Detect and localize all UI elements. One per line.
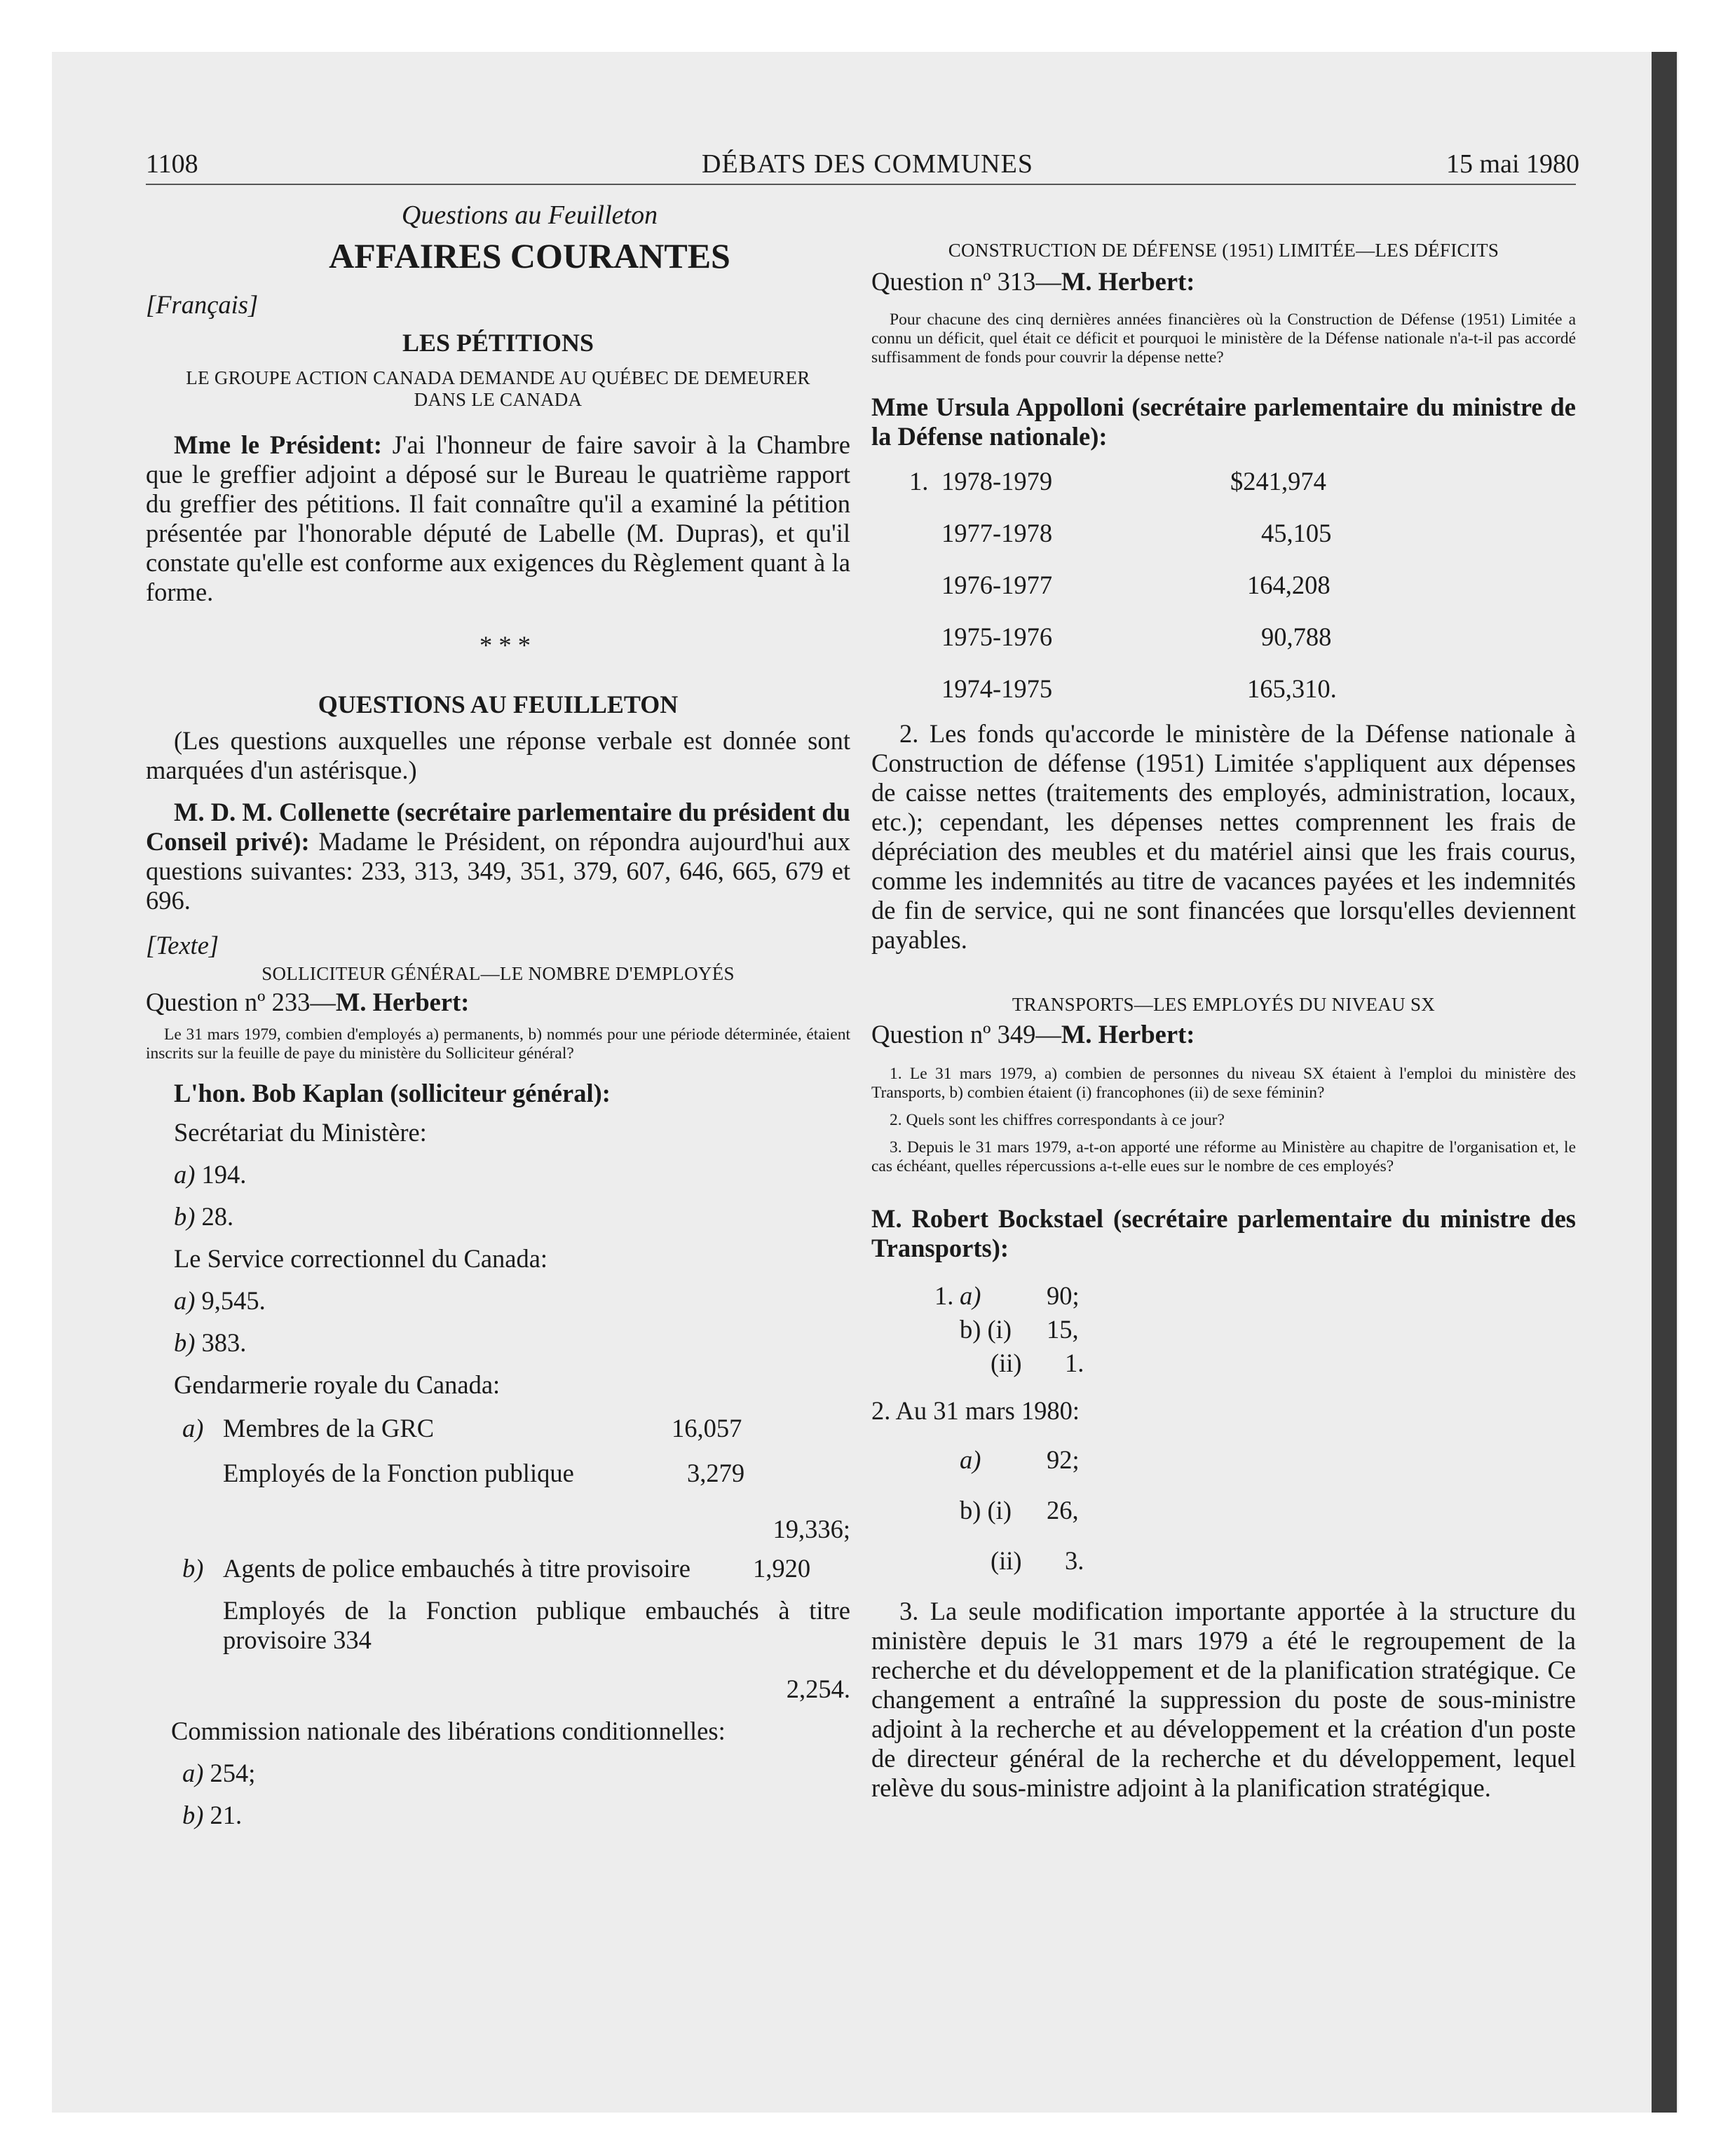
- petitions-paragraph: [146, 430, 850, 607]
- questions-note: (Les questions auxquelles une réponse verbale est donnée sont marquées d'un astérisque.): [146, 726, 850, 784]
- question-label: Question nº 349—: [871, 1020, 1061, 1049]
- deficit-amount: 164,208: [1247, 571, 1331, 599]
- petitions-text: J'ai l'honneur de faire savoir à la Chambre que le greffier adjoint a déposé sur le Bureau le quatrième rapport du greffier des pétitions. Il fait connaître qu'il a examiné la pétition présentée par l'honorable député de Labelle (M. Dupras), et qu'il constate qu'elle est conforme aux exigences du Règlement quant à la forme.: [146, 430, 850, 606]
- row-value: 15,: [1047, 1315, 1079, 1344]
- row-value: 90;: [1047, 1281, 1080, 1310]
- left-column: [146, 196, 850, 1830]
- tr-heading: TRANSPORTS—LES EMPLOYÉS DU NIVEAU SX: [1012, 994, 1436, 1015]
- language-note: [Français]: [146, 290, 259, 319]
- item-letter: a): [174, 1286, 196, 1315]
- row-value: 1.: [1065, 1349, 1084, 1377]
- answer-row: [871, 1315, 1576, 1349]
- question-349-part-1: 1. Le 31 mars 1979, a) combien de personnes du niveau SX étaient à l'emploi du ministère des Transports, b) combien étaient (i) francophones (ii) de sexe féminin?: [871, 1065, 1576, 1102]
- row-label: (ii): [991, 1349, 1022, 1377]
- grc-a1-row: [146, 1414, 850, 1449]
- item-letter: b): [182, 1554, 204, 1583]
- item-value: 21.: [210, 1801, 243, 1829]
- question-member: M. Herbert:: [1061, 1020, 1195, 1049]
- question-label: Question nº 233—: [146, 988, 336, 1016]
- row-label: b) (i): [960, 1496, 1012, 1524]
- speaker-name: Mme le Président:: [174, 430, 382, 459]
- row-value: 92;: [1047, 1445, 1080, 1474]
- secretariat-b: [146, 1202, 850, 1231]
- deficit-year: 1976-1977: [941, 571, 1053, 599]
- answer-row: [871, 1445, 1576, 1496]
- row-value: 16,057: [672, 1414, 742, 1442]
- separator-stars: * * *: [479, 631, 531, 660]
- row-number: 1.: [934, 1281, 954, 1310]
- question-label: Question nº 313—: [871, 267, 1061, 296]
- question-233-text: Le 31 mars 1979, combien d'employés a) permanents, b) nommés pour une période déterminée, étaient inscrits sur la feuille de paye du ministère du Solliciteur général?: [146, 1025, 850, 1063]
- petitions-title: LES PÉTITIONS: [402, 329, 594, 357]
- cnlc-label: Commission nationale des libérations conditionnelles:: [171, 1717, 726, 1745]
- deficit-table: [871, 467, 1576, 716]
- deficit-amount: $241,974: [1230, 467, 1326, 496]
- deficit-row: [871, 674, 1576, 716]
- row-value: 3.: [1065, 1546, 1084, 1575]
- question-313: [871, 267, 1576, 296]
- collenette-paragraph: [146, 798, 850, 915]
- answer-3: 3. La seule modification importante apportée à la structure du ministère depuis le 31 mars 1979 a été le regroupement de la recherche et du développement et de la planification stratégique. Ce changement a entraîné la suppression du poste de sous-ministre adjoint à la recherche et au développement et la création d'un poste de directeur général de la recherche et du développement, lequel relève du sous-ministre adjoint à la planification stratégique.: [871, 1597, 1576, 1802]
- row-label: Employés de la Fonction publique embauchés à titre provisoire: [223, 1596, 850, 1654]
- question-233: [146, 988, 850, 1017]
- item-value: 194.: [201, 1160, 247, 1189]
- row-label: b) (i): [960, 1315, 1012, 1344]
- kaplan-speaker: L'hon. Bob Kaplan (solliciteur général):: [174, 1079, 611, 1107]
- page-number: 1108: [146, 149, 198, 179]
- item-letter: a): [174, 1160, 196, 1189]
- secretariat-label: Secrétariat du Ministère:: [174, 1118, 427, 1147]
- grc-b-total: 2,254.: [786, 1674, 850, 1703]
- item-value: 9,545.: [201, 1286, 266, 1315]
- page-date: 15 mai 1980: [1446, 149, 1579, 179]
- answer-2-table: [871, 1445, 1576, 1581]
- cd-answer-2: 2. Les fonds qu'accorde le ministère de la Défense nationale à Construction de défense (1951) Limitée s'appliquent aux dépenses de caisse nettes (traitements des employés, administration, locaux, etc.); cependant, les dépenses nettes comprennent les frais de dépréciation des meubles et du matériel ainsi que les frais courus, comme les indemnités au titre de vacances payées et les indemnités de fin de service, qui ne sont financées que lorsqu'elles deviennent payables.: [871, 719, 1576, 954]
- scc-b: [146, 1328, 850, 1358]
- scc-a: [146, 1286, 850, 1316]
- scc-label: Le Service correctionnel du Canada:: [174, 1244, 548, 1273]
- running-title: Questions au Feuilleton: [401, 200, 658, 230]
- question-349-part-2: 2. Quels sont les chiffres correspondants à ce jour?: [890, 1111, 1225, 1129]
- deficit-amount: 90,788: [1261, 622, 1332, 651]
- sg-heading: SOLLICITEUR GÉNÉRAL—LE NOMBRE D'EMPLOYÉS: [261, 963, 735, 984]
- language-note: [Texte]: [146, 931, 219, 960]
- item-letter: b): [174, 1328, 196, 1357]
- deficit-row: [871, 622, 1576, 674]
- grc-b2-row: [146, 1596, 850, 1655]
- item-letter: b): [174, 1202, 196, 1231]
- grc-label: Gendarmerie royale du Canada:: [174, 1370, 501, 1399]
- cnlc-a: [146, 1759, 850, 1788]
- question-349-part-3: 3. Depuis le 31 mars 1979, a-t-on apporté une réforme au Ministère au chapitre de l'organisation et, le cas échéant, quelles répercussions a-t-elle eues sur le nombre de ces employés?: [871, 1138, 1576, 1175]
- question-313-text: Pour chacune des cinq dernières années financières où la Construction de Défense (1951) Limitée a connu un déficit, quel était ce déficit et pourquoi le ministère de la Défense nationale n'a-t-il pas accordé suffisamment de fonds pour couvrir la dépense nette?: [871, 311, 1576, 367]
- cd-heading: CONSTRUCTION DE DÉFENSE (1951) LIMITÉE—LES DÉFICITS: [948, 240, 1499, 261]
- collenette-text: Madame le Président, on répondra aujourd'hui aux questions suivantes: 233, 313, 349, 351, 379, 607, 646, 665, 679 et 696.: [146, 827, 850, 915]
- item-letter: a): [182, 1759, 204, 1787]
- answer-row: [871, 1496, 1576, 1546]
- row-number: 1.: [909, 467, 929, 496]
- deficit-year: 1974-1975: [941, 674, 1053, 703]
- deficit-row: [871, 519, 1576, 571]
- cnlc-b: [146, 1801, 850, 1830]
- grc-a-total: 19,336;: [773, 1515, 850, 1543]
- item-value: 254;: [210, 1759, 256, 1787]
- answer-row: [871, 1281, 1576, 1315]
- answer-row: [871, 1349, 1576, 1391]
- row-label: Membres de la GRC: [223, 1414, 435, 1442]
- grc-a2-row: [146, 1459, 850, 1494]
- row-value: 1,920: [753, 1554, 811, 1583]
- question-member: M. Herbert:: [1061, 267, 1195, 296]
- row-label: a): [960, 1281, 981, 1310]
- grc-b1-row: [146, 1554, 850, 1589]
- deficit-year: 1978-1979: [941, 467, 1053, 496]
- deficit-row: [871, 571, 1576, 622]
- row-label: (ii): [991, 1546, 1022, 1575]
- row-value: 334: [333, 1625, 372, 1654]
- bockstael-speaker: M. Robert Bockstael (secrétaire parlementaire du ministre des Transports):: [871, 1204, 1576, 1262]
- row-label: a): [960, 1445, 981, 1474]
- answer-row: [871, 1546, 1576, 1581]
- deficit-year: 1975-1976: [941, 622, 1053, 651]
- item-value: 28.: [201, 1202, 234, 1231]
- question-349: [871, 1020, 1576, 1049]
- appolloni-speaker: Mme Ursula Appolloni (secrétaire parlementaire du ministre de la Défense nationale):: [871, 393, 1576, 451]
- row-value: 26,: [1047, 1496, 1079, 1524]
- item-letter: b): [182, 1801, 204, 1829]
- row-label: Agents de police embauchés à titre provisoire: [223, 1554, 690, 1583]
- section-title: AFFAIRES COURANTES: [329, 236, 730, 275]
- scan-edge: [1652, 52, 1677, 2113]
- answer-1-table: [871, 1281, 1576, 1391]
- page-title: DÉBATS DES COMMUNES: [702, 149, 1033, 179]
- deficit-amount: 165,310.: [1247, 674, 1337, 703]
- deficit-year: 1977-1978: [941, 519, 1053, 547]
- secretariat-a: [146, 1160, 850, 1189]
- item-value: 383.: [201, 1328, 247, 1357]
- header-rule: [146, 184, 1576, 185]
- questions-title: QUESTIONS AU FEUILLETON: [318, 690, 679, 718]
- row-label: Employés de la Fonction publique: [223, 1459, 574, 1487]
- question-member: M. Herbert:: [335, 988, 470, 1016]
- deficit-row: [871, 467, 1576, 519]
- item-letter: a): [182, 1414, 204, 1442]
- right-column: [871, 196, 1576, 1803]
- deficit-amount: 45,105: [1261, 519, 1332, 547]
- speaker-name: M. D. M. Collenette (secrétaire parlementaire du président du Conseil privé):: [146, 798, 850, 856]
- petitions-subtitle: LE GROUPE ACTION CANADA DEMANDE AU QUÉBEC DE DEMEURER DANS LE CANADA: [186, 367, 810, 410]
- row-value: 3,279: [687, 1459, 745, 1487]
- answer-2-heading: 2. Au 31 mars 1980:: [871, 1396, 1080, 1425]
